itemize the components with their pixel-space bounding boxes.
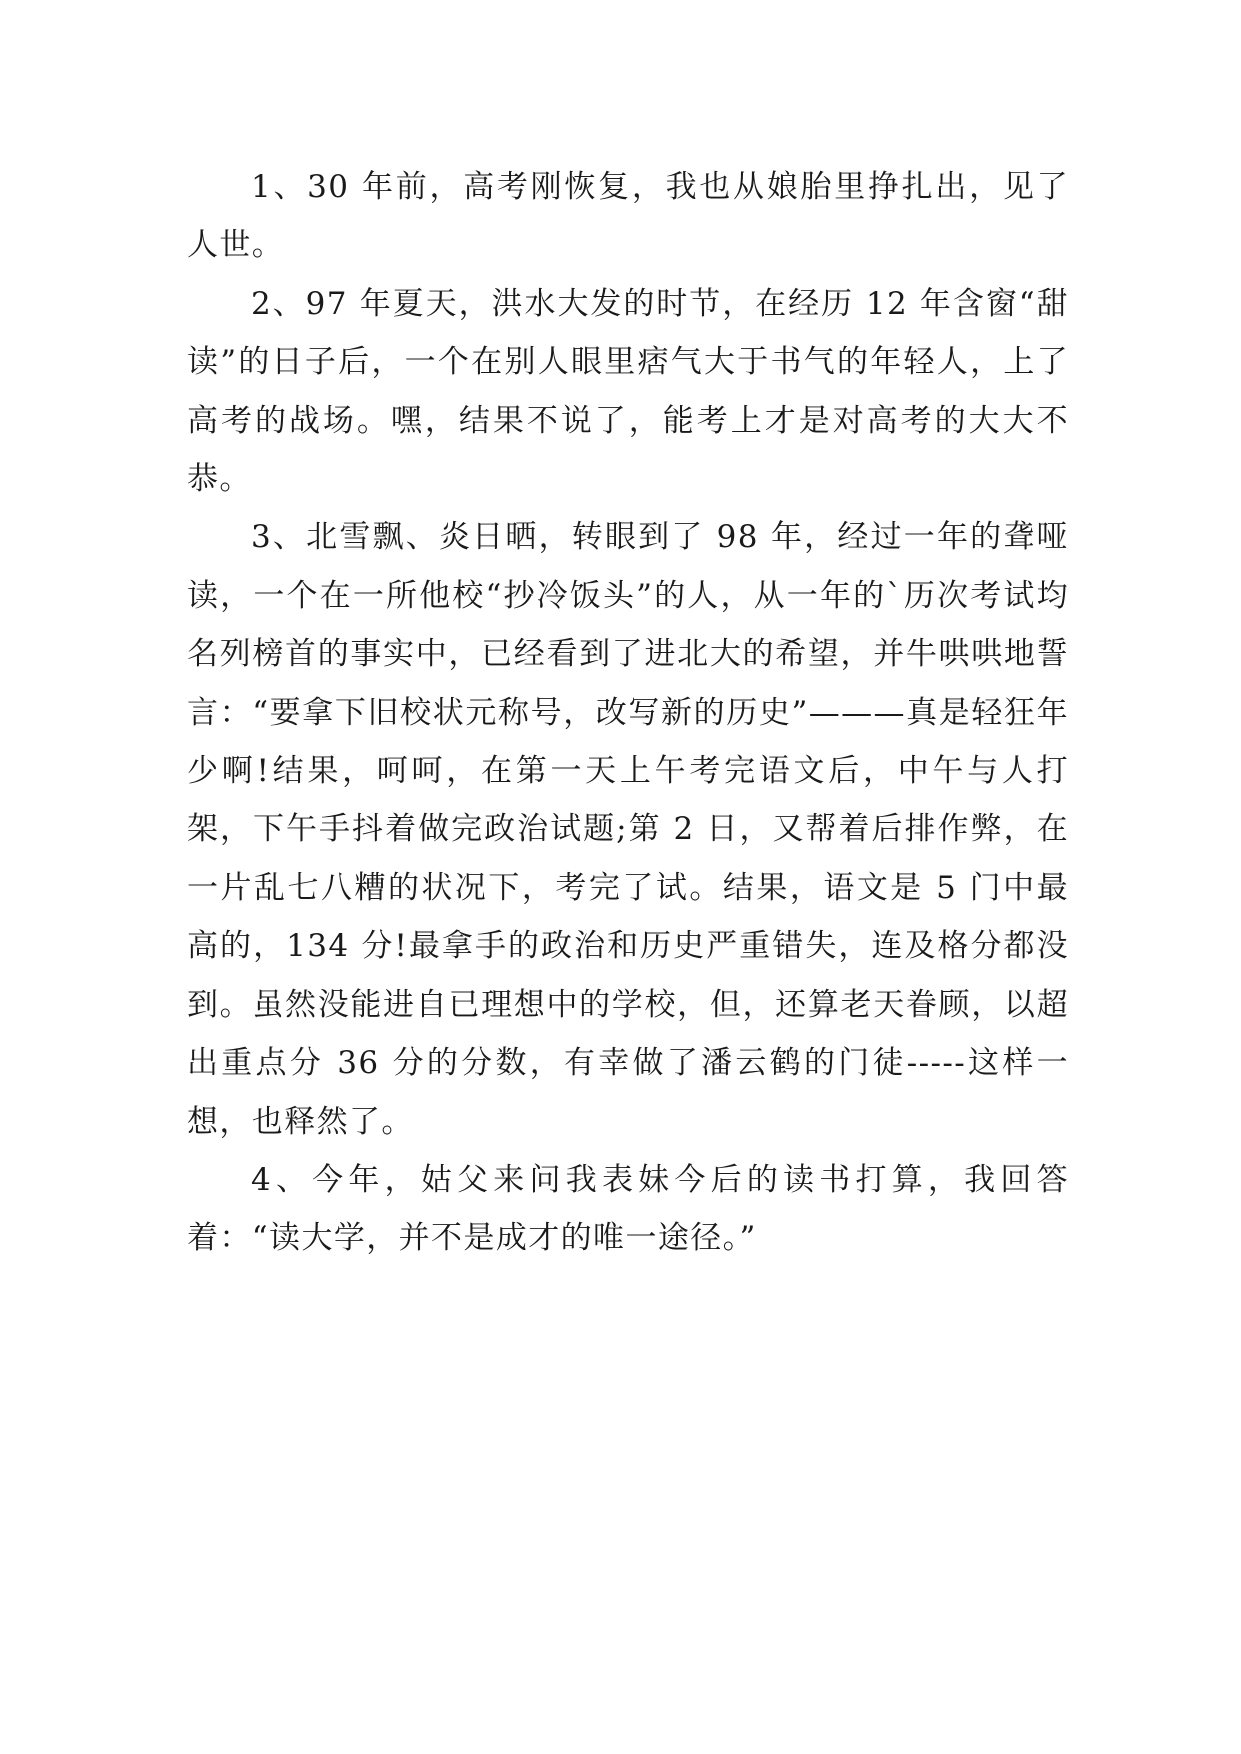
paragraph-3: 3、北雪飘、炎日晒，转眼到了 98 年，经过一年的聋哑读，一个在一所他校“抄冷饭头”的人，从一年的`历次考试均名列榜首的事实中，已经看到了进北大的希望，并牛哄哄地誓言：“要拿下旧校状元称号，改写新的历史”———真是轻狂年少啊!结果，呵呵，在第一天上午考完语文后，中午与人打架，下午手抖着做完政治试题;第 2 日，又帮着后排作弊，在一片乱七八糟的状况下，考完了试。结果，语文是 5 门中最高的，134 分!最拿手的政治和历史严重错失，连及格分都没到。虽然没能进自已理想中的学校，但，还算老天眷顾，以超出重点分 36 分的分数，有幸做了潘云鹤的门徒-----这样一想，也释然了。	[187, 519, 1069, 1140]
paragraph-1: 1、30 年前，高考刚恢复，我也从娘胎里挣扎出，见了人世。	[187, 169, 1069, 264]
document-body	[187, 158, 1069, 1268]
paragraph-4: 4、今年，姑父来问我表妹今后的读书打算，我回答着：“读大学，并不是成才的唯一途径。”	[187, 1161, 1069, 1257]
paragraph-2: 2、97 年夏天，洪水大发的时节，在经历 12 年含窗“甜读”的日子后，一个在别人眼里痞气大于书气的年轻人，上了高考的战场。嘿，结果不说了，能考上才是对高考的大大不恭。	[187, 285, 1069, 498]
